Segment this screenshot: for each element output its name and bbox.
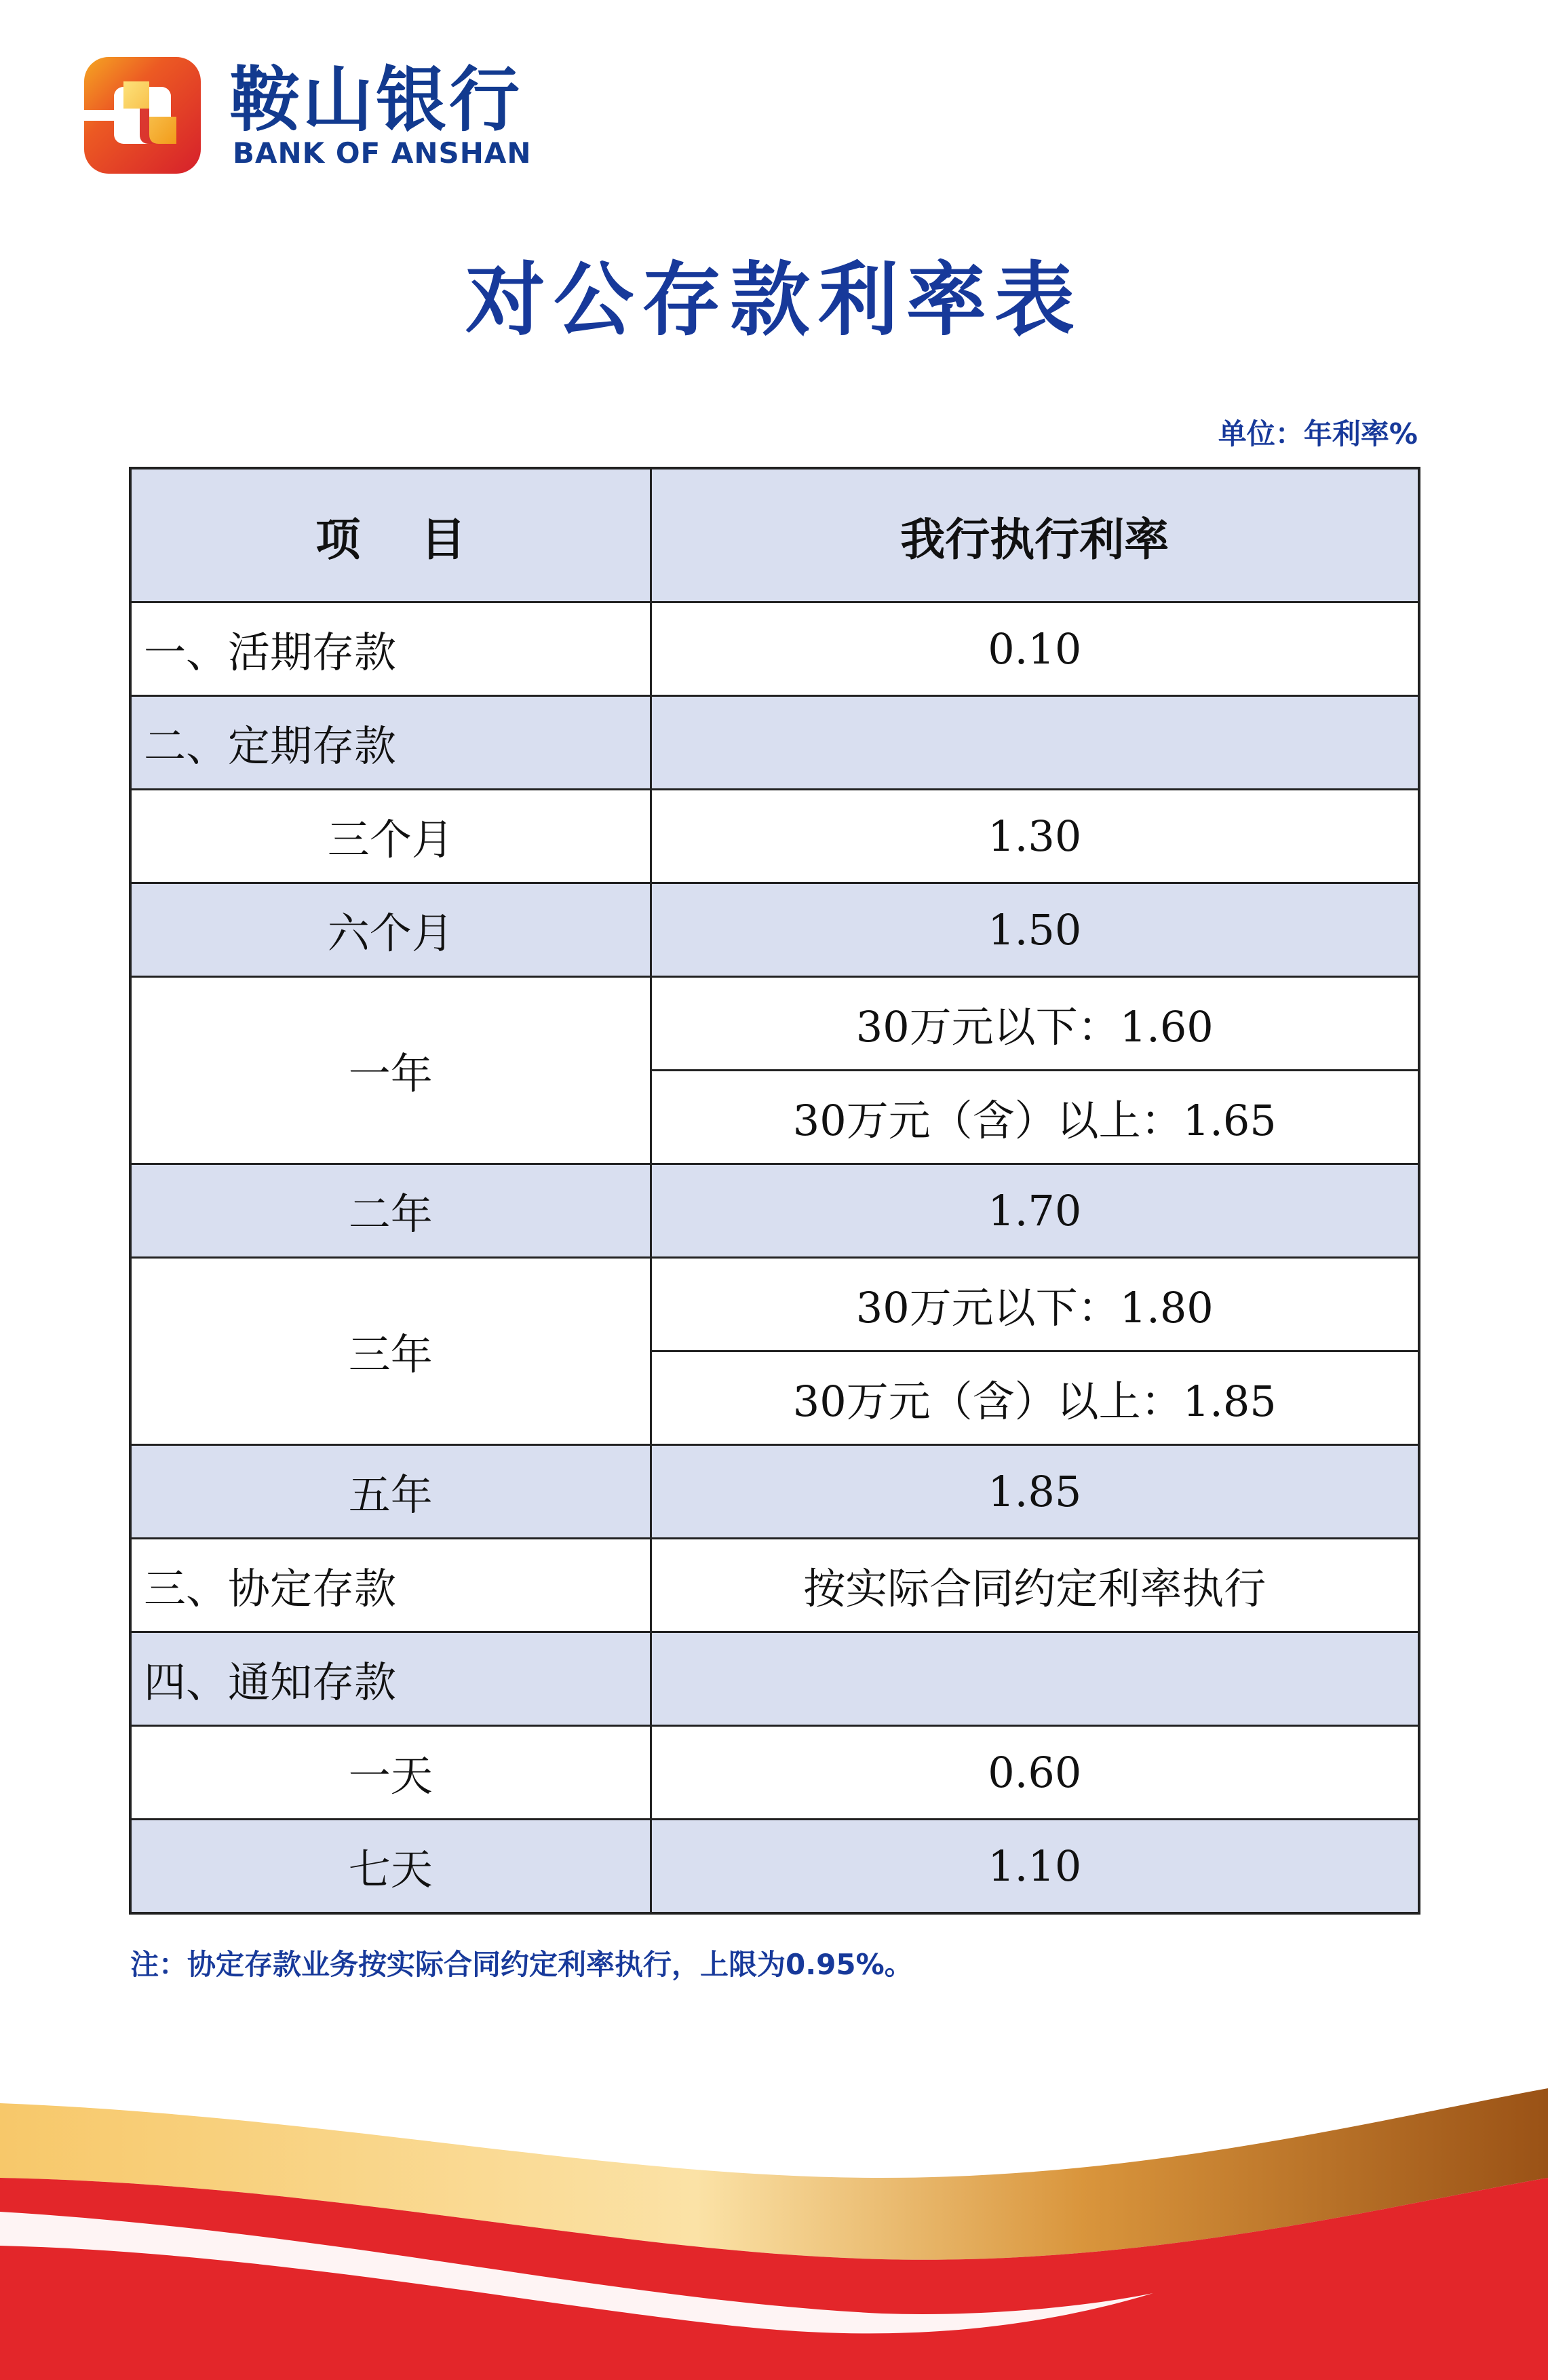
table-row — [130, 1632, 1419, 1726]
table-row — [130, 602, 1419, 696]
header-item: 项 目 — [130, 468, 651, 602]
rate-table — [129, 467, 1420, 1915]
unit-label: 单位：年利率% — [1218, 417, 1418, 450]
row-item: 五年 — [130, 1445, 651, 1539]
row-rate: 1.30 — [651, 790, 1419, 883]
row-rate-tier: 30万元（含）以上：1.85 — [651, 1351, 1419, 1445]
row-item: 一天 — [130, 1726, 651, 1820]
row-item: 一年 — [130, 977, 651, 1164]
row-rate: 0.60 — [651, 1726, 1419, 1820]
table-row — [130, 977, 1419, 1071]
row-rate — [651, 1632, 1419, 1726]
row-rate: 0.10 — [651, 602, 1419, 696]
footnote: 注：协定存款业务按实际合同约定利率执行，上限为0.95%。 — [130, 1948, 913, 1981]
header-rate: 我行执行利率 — [651, 468, 1419, 602]
row-rate: 1.10 — [651, 1820, 1419, 1914]
row-item: 三、协定存款 — [130, 1539, 651, 1632]
row-item: 三个月 — [130, 790, 651, 883]
table-row — [130, 1726, 1419, 1820]
row-item: 六个月 — [130, 883, 651, 977]
row-item: 四、通知存款 — [130, 1632, 651, 1726]
table-header-row — [130, 468, 1419, 602]
table-row — [130, 1258, 1419, 1351]
footer-wave-decoration — [0, 2076, 1548, 2380]
table-row — [130, 1539, 1419, 1632]
bank-logo-icon — [81, 54, 204, 176]
bank-name-en: BANK OF ANSHAN — [233, 136, 532, 170]
row-rate: 按实际合同约定利率执行 — [651, 1539, 1419, 1632]
table-row — [130, 790, 1419, 883]
row-item: 一、活期存款 — [130, 602, 651, 696]
table-row — [130, 883, 1419, 977]
row-item: 二年 — [130, 1164, 651, 1258]
row-rate: 1.50 — [651, 883, 1419, 977]
row-rate: 1.85 — [651, 1445, 1419, 1539]
table-row — [130, 1445, 1419, 1539]
row-rate-tier: 30万元以下：1.60 — [651, 977, 1419, 1071]
row-rate-tier: 30万元以下：1.80 — [651, 1258, 1419, 1351]
row-item: 二、定期存款 — [130, 696, 651, 790]
row-rate: 1.70 — [651, 1164, 1419, 1258]
bank-name-cn: 鞍山银行 — [229, 58, 523, 141]
table-row — [130, 696, 1419, 790]
row-rate-tier: 30万元（含）以上：1.65 — [651, 1071, 1419, 1164]
page-title: 对公存款利率表 — [465, 253, 1083, 347]
row-item: 三年 — [130, 1258, 651, 1445]
row-item: 七天 — [130, 1820, 651, 1914]
table-row — [130, 1820, 1419, 1914]
row-rate — [651, 696, 1419, 790]
table-row — [130, 1164, 1419, 1258]
